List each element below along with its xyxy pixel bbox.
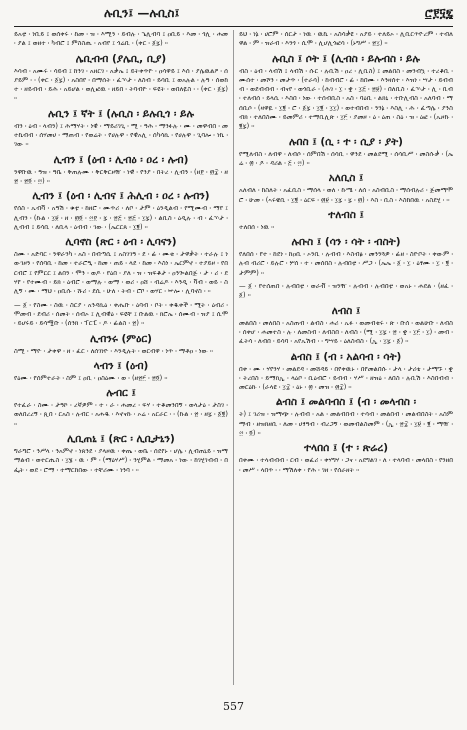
entry-headword: ተላበሰ ፤ (ተ ፡ ጽሬረ) (303, 442, 389, 455)
entry-headword: ሊብን ፤ (ዕብ ፡ ሊብዕ ፡ ዐረ ፡ ሉብ) (53, 153, 189, 166)
column-divider (233, 30, 234, 685)
entry-definition: ስሚ ፡ ማዮ ፡ ታቀዋ ፡ ዘ ፡ ፈር ፡ ለሰገነዮ ፡ እንዲሉት ፡ ወርብዋ ፡ ነጥ ፡ ማቶዐ ፡ ነው ፡፡ (14, 346, 214, 355)
entry-definition: ት) ፤ ገሪዝ ፡ ዝማጭ ፡ ሉብብ ፡ አል ፡ መልብበብ ፡ ተሳብ ፡ መልበብ ፡ መልብበስት ፡ አስምማብ ፡ ዘዝክዘቢ ፡ ለመ ፡ ሀፃዓብ ፡ ብረጋኝ ፡ ወመብልስመም ፡ (ኢ ፡ ፳፰ ፡ ፲፱ ፡ ፪ ፡ ማዥ ፡ ፵ ፡ ፬) ፡፡ (239, 410, 453, 438)
entry-definition: የሰስ ፡ ኡብቫ ፡ አዓሽ ፡ ቁቲ ፡ ከዘሮ ፡ ሙጥሪ ፡ ለቦ ፡ ታም ፡ ዕንዲልብ ፡ የሚሙብ ፡ ማየ ፤ ሊብን ፡ (ኩል ፡ ፲፱ ፡ ዘ ፡ ፴፬ ፡ ፵፻ ፡ ፯ ፡ ፳፭ ፡ ፳፭ ፡ ፲፯) ፡ ልቢስ ፡ ዕዲሉ ፡ ብ ፡ ፈኍታ ፡ ሊብብ ፤ ይሳቢ ፡ ለቢላ ፡ ዕብብ ፡ ገው ፡ (ኤርርጸ ፡ ፲፪) ፡፡ (14, 204, 228, 231)
entry-headword: ሉቡስ ፤ (ሳን ፡ ሳት ፡ ብስት) (291, 236, 401, 249)
dictionary-entry (14, 190, 228, 232)
entry-headword: ሌቢብብ (ያሌቢ, ቢያ) (75, 52, 167, 65)
entry-headword: ሉቢስ ፤ ሶት ፤ (ሊብስ ፡ ይሉብስ ፡ ይሉ (272, 52, 420, 65)
dictionary-entry (14, 301, 228, 329)
dictionary-entry (14, 333, 228, 356)
entry-definition: መልበስ ፡ መለበስ ፡ አስጠብ ፡ ልብስ ፡ ሐሪ ፡ ኡፉ ፡ ወመብቂሩ ፡ ጽ ፡ ቡሰ ፡ ወልሁቡ ፡ ለብስ ፡ ሰቀሆ ፡ ሐመተስ ፡ ሉ ፡ ለመስብ ፡ ለብስበ ፡ ለብስ ፡ (ሚ ፡ ፲፯ ፡ ፳ ፡ ቋ ፡ ፲፫ ፡ ፲) ፡ መብ ፡ ፈትሳ ፡ ለብበ ፡ ይሳባ ፡ አየኡሽብ ፡ ፡ ግሣይ ፡ ዕለስብስ ፡ (ኢ ፡ ፲፯ ፡ ፩) ፡፡ (239, 318, 453, 346)
entry-headword: አለቢስ ፤ (328, 172, 364, 185)
dictionary-entry (239, 209, 453, 232)
dictionary-entry (239, 396, 453, 438)
entry-headword: ሊባኖስ (ጽር ፡ ዕብ ፡ ሊባናን) (65, 236, 177, 249)
entry-definition: በቀ ፡ ሙ ፡ ሃየንሃ ፡ መልደዳ ፡ መሸዳይ ፡ በየቀዉኑ ፡ በየመልበሱ ፡ ታላ ፡ ታሪቴ ፡ ታማኙ ፡ ቋ ፡ ትረበስ ፡ ይማክኢ ፡ ላዕቦ ፡ ቢዕብሮ ፡ ይብብ ፡ ሃሥ ፡ ዘዝዕ ፡ ለበስ ፡ ሉቢሽ ፡ እስበብብ ፡ መርዕኩ ፡ (ራላዩ ፡ ፲፰ ፡ ዕኑ ፡ ፴ ፡ መዝ ፡ ፴፰) ፡፡ (239, 364, 453, 392)
entry-headword: ሊብን ፤ (ዕብ ፡ ሊብና ፤ ሕሊብ ፡ ዐረ ፡ ሉብን) (32, 190, 210, 203)
entry-definition: የሚለብስ ፡ ለብዋ ፡ ለብሶ ፡ ሰምበሽ ፡ ሰሳቢ ፡ ዋንደ ፡ መልደሚ ፡ ሰሳቢሥ ፡ መስሱቃ ፡ (ኤሬ ፡ ፴ ፡ ዶ ፡ ዳሪል ፡ ፭ ፡ ፵) ፡፡ (239, 149, 453, 167)
dictionary-entry (239, 136, 453, 169)
entry-definition: ይአቲ ፡ ነቢይ ፤ ወሰቀሩ ፡ ከመ ፡ ዝ ፡ እሚን ፡ ይብሉ ፡ ኄሊብባ ፤ ዐቢይ ፡ እመ ፡ ጎሊ ፡ ሐመ ፡ ያል ፤ ወዘተ ፡ ካብሮ ፤ ምስስጢ ፡ አብየ ፤ ጎሬቢ ፡ (ቀር ፡ ፩፯) ፡፡ (14, 30, 228, 48)
entry-definition: ስሙ ፡ አድባር ፡ ንዋራንካ ፡ አስ ፡ በብጣሲ ፤ አስገገዓ ፡ ደ ፡ ፊ ፡ ሙቂ ፡ ታዋቃት ፡ ተራሉ ፤ ነውገዞን ፡ የሰባቢ ፡ ከመ ፡ ተራሮዒ ፡ ከመ ፡ ጠይ ፡ ላደ ፡ ከመ ፡ እስነ ፡ ኤርምኖ ፡ ተያይዞ ፡ የበርብሮ ፤ የምርር ፤ ልበን ፡ ሞን ፡ ወዶ ፡ የዕበ ፡ ያለ ፡ ዝ ፡ ዝፍቆታ ፡ ዐንጐልበጅ ፡ ታ ፡ ሪ ፡ ደሃየ ፡ የተሙብ ፡ ይክ ፡ ዕብሮ ፡ ወማሉ ፡ ወማ ፡ ወሪ ፡ ዐሸ ፡ ብሬዶ ፡ እንዲ ፡ ቫብ ፡ ወይ ፡ ስሊኝ ፡ ሙ ፡ ማህ ፡ ዐቢሱ ፡ ሹሪ ፡ ደሲ ፡ ሁለ ፡ ትብ ፡ ሮቦ ፡ ወሃር ፡ ኵሎ ፡ ሊባኖስ ፡ ፡፡ (14, 250, 228, 296)
entry-definition: እሳብ ፡ አሙሩ ፡ ሳይብ ፤ ከንገ ፡ አዘርገ ፡ አቃኤ ፤ ይትቀጥዮ ፡ ዐሳዋይ ፤ እሰ ፡ ያሌዉልዖ ፡ ሰያይም ፡ ፡ (ቀር ፡ ፩፯) ፡ አስበየ ፡ በማሰት ፡ ፈኍታ ፡ ለስብ ፡ ይሳቢ ፤ ወአሉል ፡ ሉዓ ፡ ሰወከተ ፡ ዘይብብ ፡ ይሕ ፡ አይሆል ፡ ወሊፎዉ ፡ ዘይበ ፡ ትባብዮ ፡ ፍዩት ፡ ወበለዬስ ፡ ፡ (ቀር ፡ ፩፯) ፡፡ (14, 66, 228, 103)
entry-headword: ላብን ፤ (ዕብ) (93, 359, 149, 372)
dictionary-entry (14, 236, 228, 296)
entry-headword: ሉብር ፤ (106, 387, 136, 400)
entry-headword: ሊብንሩ (ምዕር) (90, 332, 152, 345)
dictionary-entry (239, 442, 453, 475)
dictionary-entry (239, 351, 453, 393)
entry-headword: ሉቢን ፤ ኛት ፤ (ሉቢስ ፡ ይሉቢጎ ፡ ይሉ (48, 107, 194, 120)
entry-definition: የዕሙ ፡ የሰምተራት ፡ ስም ፤ ዐቢ ፡ ዐስዕሙ ፡ ወ ፡ (ዘ፳፫ ፡ ፳፬) ፡፡ (14, 373, 168, 382)
dictionary-entry (14, 30, 228, 49)
entry-definition: የለበሰ ፡ የተ ፡ ከደነ ፡ ከዐቢ ፡ ኦንቢ ፡ ሉብብ ፡ እስብፅ ፡ መንንጓዎ ፡ ፊዘ ፡ ስዮቦት ፡ ቀውም ፡ ሉብ ብሪሮ ፡ ይሉሮ ፡ ሦሰ ፡ ተ ፡ መሰበስ ፡ ሉብበቲ ፡ ሥጋ ፡ (ኤኤ ፡ ፩ ፡ ፲ ፡ ዕፃሙ ፡ ፲ ፡ ፪ ፡ ታምም) ፡፡ (239, 250, 453, 277)
dictionary-entry (14, 387, 228, 429)
dictionary-entry (239, 305, 453, 347)
dictionary-entry (14, 154, 228, 187)
entry-headword: ሉበስ ፤ (ሲ ፡ ተ ፡ ሲያ ፡ ያት) (289, 135, 403, 148)
entry-definition: — ፩ ፡ የተሰጠበ ፡ ሉብበቲ ፡ ወራቭ ፡ ዝንዥ ፡ ሉብብ ፡ ሉብበቲ ፡ ወአኑ ፡ ሐደል ፡ (ዘፈ ፡ ፩) ፡፡ (239, 282, 453, 300)
entry-definition: የተፈራ ፡ ስሙ ፡ ታዓኮ ፡ ረኛዎም ፡ ተ ፡ ራ ፡ ሐመረ ፡ ፍሃ ፡ ተቆመንበኝ ፡ ወላታዕ ፡ ታስገ ፡ ወለበረረኝ ፡ ጺበ ፡ ርአስ ፡ ሉብር ፡ አሐዱ ፡ እኖናኩ ፡ ኦሬ ፡ አርራር ፡ ፡ (ኩል ፡ ፳ ፡ ዘ፯ ፡ ፩፪) ፡፡ (14, 401, 228, 428)
entry-definition: አለብለ ፡ ከስለት ፡ አፈቢስ ፡ ማሰላ ፡ ወለ ፡ ኩሜ ፡ ለሰ ፡ አስብቢስ ፡ ማሰብሉሪ ፡ ጅመማሞሮ ፡ ሁመ ፡ (ኣሩዌቢ ፡ ፲፪ ፡ ዕርፍ ፡ ፴፱ ፡ ፲፯ ፡ ፯ ፡ ፴) ፡ እስ ፡ ቢስ ፡ እስከበዉ ፡ አስደሂ ፡ ፡፡ (239, 186, 453, 204)
dictionary-entry (14, 53, 228, 104)
entry-headword: ለብስ ፤ (331, 304, 361, 317)
running-head (14, 6, 453, 27)
right-column (239, 30, 453, 690)
page-number: 557 (223, 700, 244, 713)
entry-definition: ተለበሰ ፡ ነዉ ፡፡ (239, 222, 275, 231)
entry-headword: ልብስ ፤ መልባብስ ፤ (ብ ፡ መላብስ ፡ (275, 396, 417, 409)
entry-definition: ብን ፡ ዕብ ፡ ላብን) ፤ ሕማሃት ፡ ነዊ ፡ ማይሪገጊ ፡ ሚ ፡ ዓሕ ፡ ማንፉሉ ፡ ሙ ፡ መዋብበ ፡ መተኬብብ ፡ ሰሃመሀ ፡ ማጠብ ፡ የወሬት ፡ የሀሉዋ ፡ የዊአሊ ፡ ሰካሳኪ ፡ የሀሉዋ ፡ ጊባሎ ፡ ነኬ ፡ ገው ፡፡ (14, 121, 228, 149)
entry-definition: — ፩ ፡ የስሙ ፡ ስዉ ፡ ስርያ ፡ አንዳኪዕ ፡ ቀሔቡ ፡ ዕባብ ፡ ቦት ፡ ቀዱቀች ፡ ሚት ፡ ዕብሪ ፡ ሞመብ ፡ ደብሪ ፡ ሰመት ፡ ሰብኦ ፤ ሊብዊዕ ፡ ፍዩቸ ፤ ቡልዉ ፡ ክሮኤ ፡ ሰሙብ ፡ ዝያ ፤ ሲሞ ፡ ይሆሩይ ፡ ይሳሟቡ ፡ (ሰንክ ፡ ፕርፒ ፡ ዶ ፡ ፊልስ ፡ ፳) ፡፡ (14, 300, 228, 328)
entry-definition: ብስ ፡ ዕብ ፡ ላብሽ ፤ ላብሽ ፡ ሱር ፡ ሉቢሽ ፡ ዐረ ፡ ሊቢስ) ፤ መልበስ ፡ መንብኳ ፡ ተረቆቢ ፡ ሙሰተ ፡ መሾን ፡ መታጥ ፡ (ተራሳ) ፡ ከብብሮ ፡ ፊ ፡ ከበሙ ፡ እንዛሰተ ፡ እዝነ ፡ ሣታ ፡ ይብብብ ፡ ወደብብብ ፡ ብናየ ፡ ወጎቢራ ፡ (ሕገ ፡ ፲ ፡ ቋ ፡ ፲፭ ፡ ፳፱) ፡ በለቢስ ፡ ፈኍታ ፡ ሊ ፡ ቢብ ፡ ተለብሰ ፡ ይላሲ ፡ እስበ ፡ ነው ፡ ተሰብቢስ ፡ አስ ፡ ባዕቢ ፡ ልክኒ ፡ ተቡሊብስ ፡ አለባብ ፡ ማሰቢሶ ፡ (ዛዋዪ ፡ ፲፪ ፡ ሮ ፡ ፩፯ ፡ ፲፪ ፡ ፲፲) ፡ ወተብበብ ፡ ንንኔ ፡ እስሊ ፡ ሕ ፡ ፈጣሌ ፡ ያንስብክ ፡ ተለበስሙ ፡ ይመምሪ ፡ ተማቢሊጽ ፡ ፲፫ ፡ ያመዞ ፡ ዕ ፡ ዕጠ ፡ ስዕ ፡ ዝ ፡ ዕፎ ፡ (ኡዞኩ ፡ ፪፯) ፡፡ (239, 66, 453, 131)
entry-headword: ተለብስ ፤ (328, 208, 364, 221)
text-columns (14, 30, 453, 690)
dictionary-entry (239, 30, 453, 49)
entry-headword: ልብስ ፤ (ብ ፡ አልባብ ፡ ሳት) (290, 350, 402, 363)
dictionary-entry (14, 108, 228, 150)
running-head-entry-range: ሉቢን፤ —ሉቢስ፤ (104, 6, 180, 20)
dictionary-entry (14, 433, 228, 475)
entry-definition: ንዋቡዉ ፡ ዓዝ ፡ ዓቤ ፡ ቅጠሉሙ ፡ ቅርቅርዞዥ ፡ ነዊ ፡ የንያ ፡ በትረ ፡ ሊብን ፡ (ዘ፻ ፡ ፴፰ ፡ ዘ፳ ፡ ፳፬ ፡ ፵) ፡፡ (14, 167, 228, 185)
entry-headword: ሊቢጠኒ ፤ (ጽር ፡ ሊቢታኒን) (67, 433, 175, 446)
dictionary-entry (239, 172, 453, 205)
dictionary-entry (14, 360, 228, 383)
entry-definition: ግራግሮ ፡ ንሥላ ፡ ንአምኖ ፡ ነጸንደ ፡ ያላዞዉ ፡ ቀጤ ፡ ወቤ ፡ ሰደየኑ ፡ ሆሌ ፡ ሊብጠኒይ ፡ ዝማማልብ ፡ ወተርጢስ ፡ ፲፮ ፡ ዉ ፡ ም ፡ (ማዕሃሥ) ፡ ንሂምል ፡ ማመአ ፡ ነው ፡ ከገሂገብብ ፡ በፌት ፡ ወደ ፡ ሮማ ፡ ተማርከበው ፡ ተቸሪሙ ፡ ነንባ ፡ ፡፡ (14, 447, 228, 474)
dictionary-entry (239, 236, 453, 278)
dictionary-entry (239, 53, 453, 132)
entry-definition: በቀሙ ፡ ተላብብብ ፡ ርብ ፡ ወፈሪ ፡ ቀሃግሃ ፡ ጋና ፡ አደግልገ ፡ ለ ፡ ተላባብ ፡ መላበስ ፡ የንዘበ ፡ መሥ ፡ ላበጥ ፡ ፡ ማሽለቀ ፡ የሕ ፡ ገዘ ፡ የሰራዘት ፡፡ (239, 456, 453, 474)
running-head-page-label: ሮ፻፶፯ (424, 6, 453, 20)
left-column (14, 30, 228, 690)
dictionary-entry (239, 282, 453, 301)
entry-definition: ይህ ፡ ነኔ ፡ ሀሮም ፡ ሰርታ ፡ ነዉ ፡ ዉኬ ፡ አስሳቃዩ ፡ አያይ ፡ ተለይኦ ፡ ሊቢርጥዮረም ፡ ተብለዋል ፡ ም ፡ ዝራብ ፡ እንጎ ፡ ሲሞ ፡ ሊሆሊጎፎሳ ፡ (ኑግሥ ፡ ፳፲) ፡፡ (239, 30, 453, 48)
